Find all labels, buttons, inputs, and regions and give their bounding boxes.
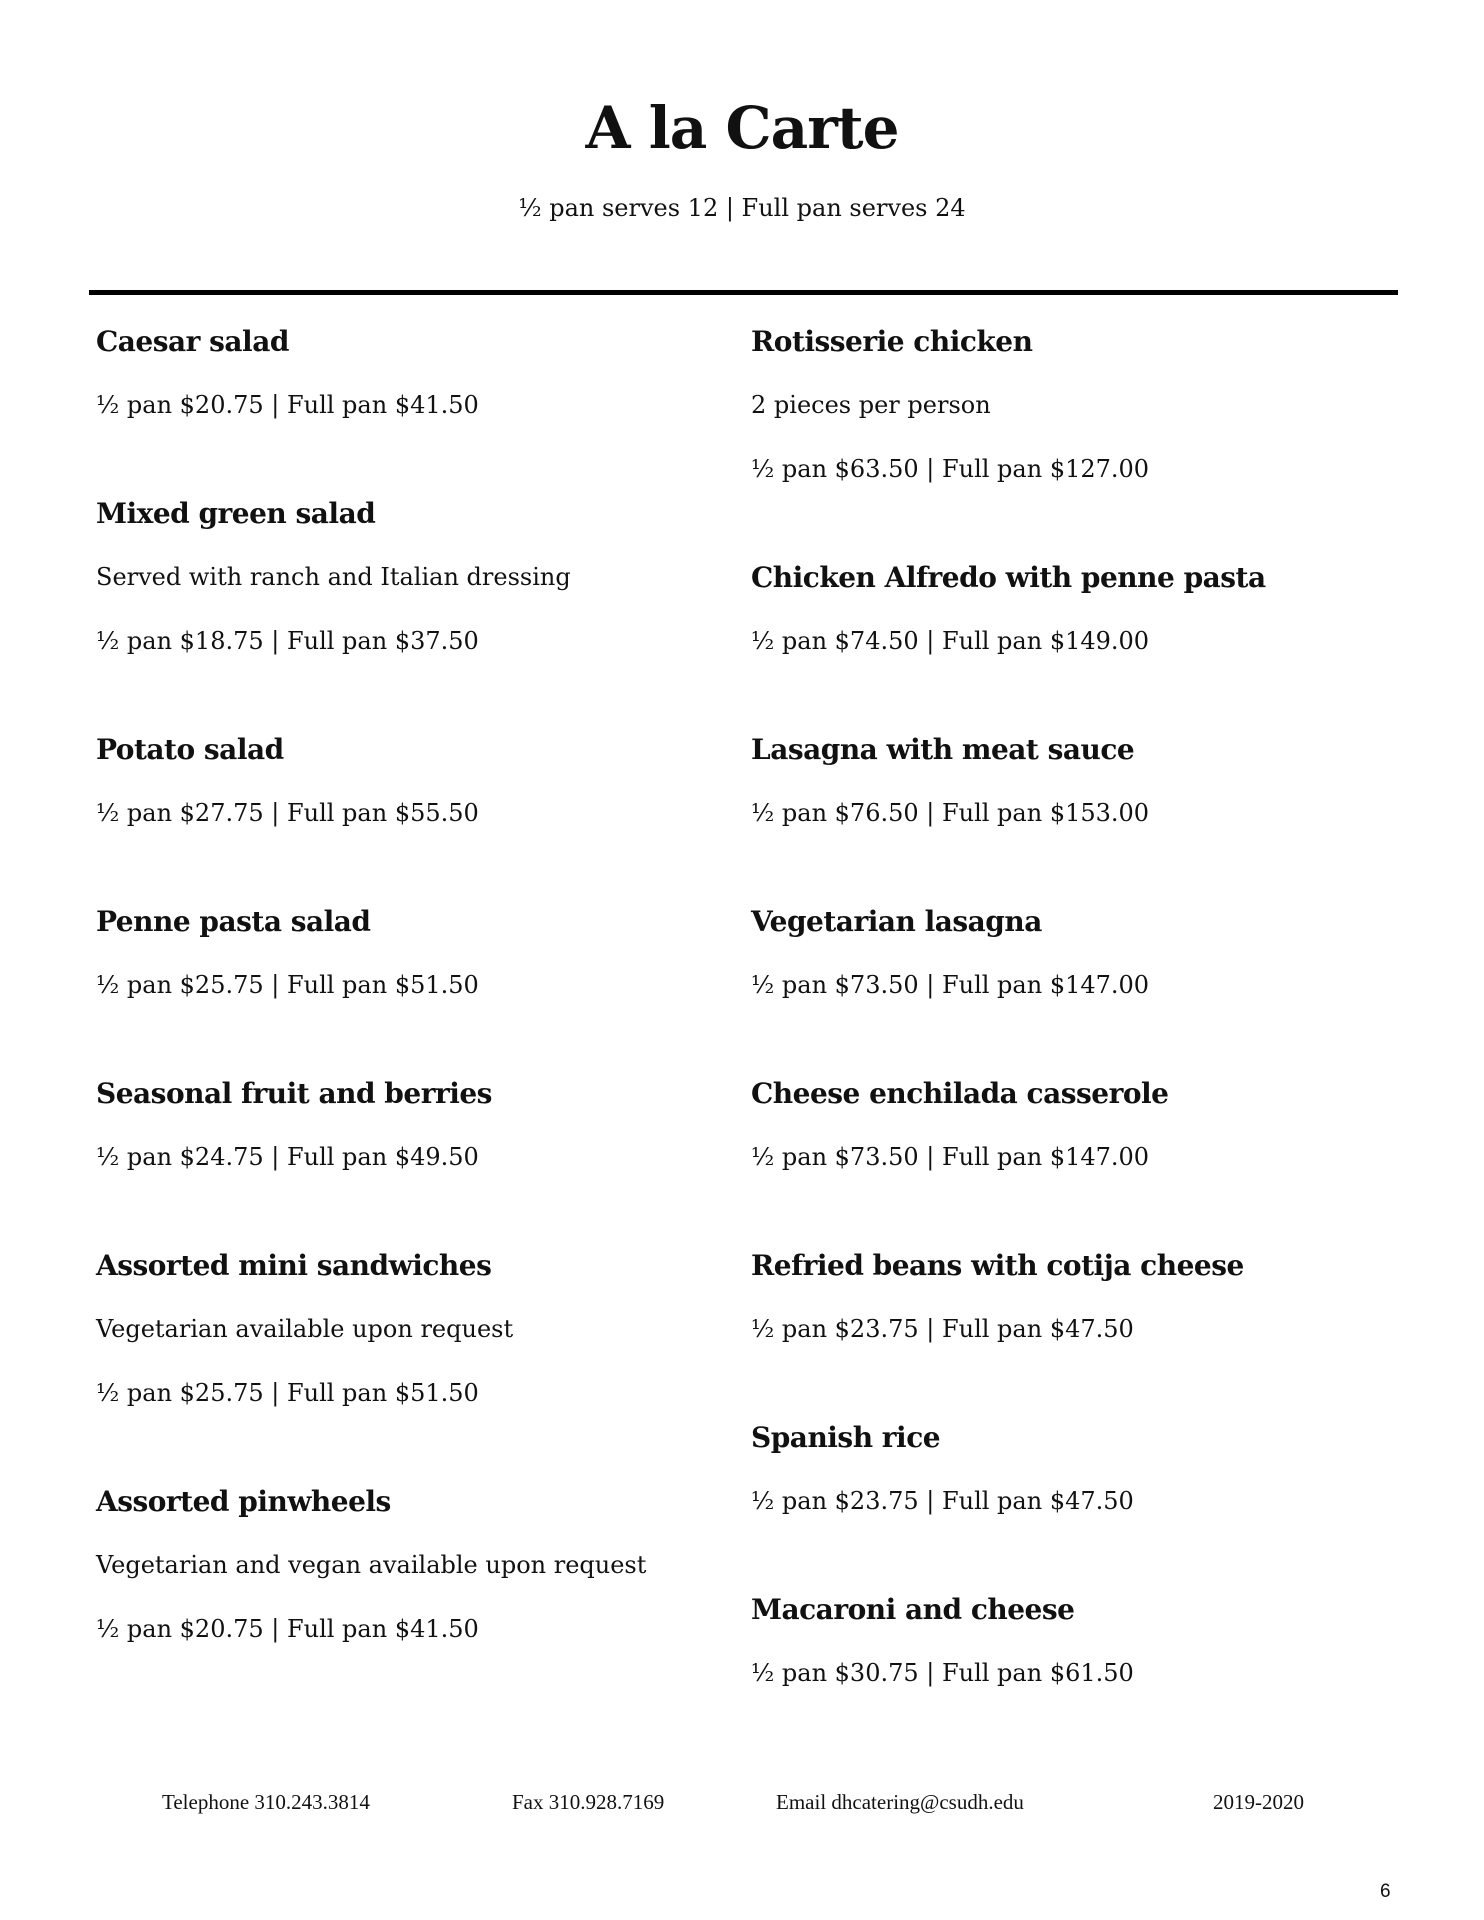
item-name: Chicken Alfredo with penne pasta — [751, 561, 1266, 594]
item-name: Seasonal fruit and berries — [96, 1077, 492, 1110]
item-price: ½ pan $23.75 | Full pan $47.50 — [751, 1487, 1134, 1515]
item-price: ½ pan $25.75 | Full pan $51.50 — [96, 1379, 479, 1407]
item-name: Lasagna with meat sauce — [751, 733, 1135, 766]
item-note: Vegetarian and vegan available upon request — [96, 1551, 647, 1579]
item-name: Mixed green salad — [96, 497, 376, 530]
menu-item — [96, 1246, 696, 1409]
menu-item — [751, 322, 1351, 485]
item-price: ½ pan $73.50 | Full pan $147.00 — [751, 1143, 1150, 1171]
item-price: ½ pan $76.50 | Full pan $153.00 — [751, 799, 1150, 827]
menu-item — [751, 730, 1351, 829]
footer-telephone: Telephone 310.243.3814 — [162, 1790, 370, 1814]
item-name: Vegetarian lasagna — [751, 905, 1042, 938]
menu-item — [96, 730, 696, 829]
item-name: Refried beans with cotija cheese — [751, 1249, 1244, 1282]
item-price: ½ pan $18.75 | Full pan $37.50 — [96, 627, 479, 655]
item-name: Assorted pinwheels — [96, 1485, 391, 1518]
menu-item — [96, 322, 696, 421]
item-name: Cheese enchilada casserole — [751, 1077, 1169, 1110]
menu-item — [751, 1590, 1351, 1689]
item-name: Penne pasta salad — [96, 905, 371, 938]
footer-fax: Fax 310.928.7169 — [512, 1790, 665, 1814]
footer-year: 2019-2020 — [1213, 1790, 1304, 1814]
page-number: 6 — [1380, 1881, 1391, 1902]
menu-item — [96, 902, 696, 1001]
menu-item — [96, 494, 696, 657]
item-name: Potato salad — [96, 733, 284, 766]
item-price: ½ pan $20.75 | Full pan $41.50 — [96, 1615, 479, 1643]
menu-item — [751, 902, 1351, 1001]
menu-item — [96, 1074, 696, 1173]
page-title: A la Carte — [585, 94, 899, 162]
item-note: 2 pieces per person — [751, 391, 991, 419]
item-name: Rotisserie chicken — [751, 325, 1033, 358]
item-name: Spanish rice — [751, 1421, 941, 1454]
item-price: ½ pan $63.50 | Full pan $127.00 — [751, 455, 1150, 483]
item-price: ½ pan $25.75 | Full pan $51.50 — [96, 971, 479, 999]
menu-item — [751, 1246, 1351, 1345]
menu-item — [751, 1418, 1351, 1517]
menu-item — [96, 1482, 696, 1645]
item-price: ½ pan $73.50 | Full pan $147.00 — [751, 971, 1150, 999]
footer-email[interactable]: Email dhcatering@csudh.edu — [776, 1790, 1024, 1814]
left-menu-column — [96, 322, 696, 1645]
item-price: ½ pan $27.75 | Full pan $55.50 — [96, 799, 479, 827]
right-menu-column — [751, 322, 1351, 1689]
item-note: Served with ranch and Italian dressing — [96, 563, 571, 591]
serving-info: ½ pan serves 12 | Full pan serves 24 — [518, 194, 966, 222]
item-price: ½ pan $30.75 | Full pan $61.50 — [751, 1659, 1134, 1687]
item-price: ½ pan $23.75 | Full pan $47.50 — [751, 1315, 1134, 1343]
menu-item — [751, 558, 1351, 657]
item-price: ½ pan $24.75 | Full pan $49.50 — [96, 1143, 479, 1171]
item-name: Assorted mini sandwiches — [96, 1249, 492, 1282]
item-note: Vegetarian available upon request — [96, 1315, 514, 1343]
divider — [89, 290, 1398, 295]
item-name: Macaroni and cheese — [751, 1593, 1075, 1626]
menu-item — [751, 1074, 1351, 1173]
item-price: ½ pan $74.50 | Full pan $149.00 — [751, 627, 1150, 655]
item-name: Caesar salad — [96, 325, 289, 358]
item-price: ½ pan $20.75 | Full pan $41.50 — [96, 391, 479, 419]
